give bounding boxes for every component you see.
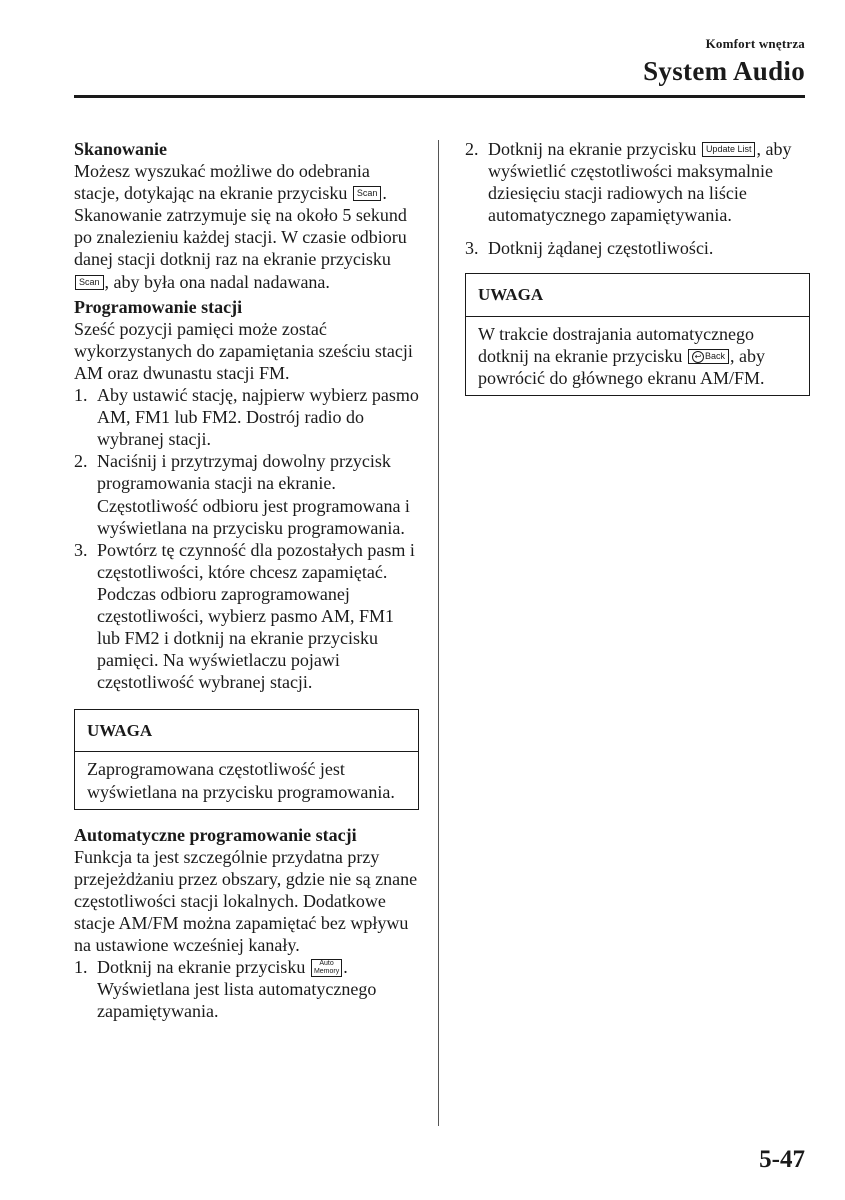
auto-memory-key: Auto Memory bbox=[311, 959, 342, 977]
note-box bbox=[74, 709, 419, 809]
list-item bbox=[465, 138, 810, 226]
note-body bbox=[466, 317, 809, 395]
scan-text-1: Możesz wyszukać możliwe do odebrania stacje, dotykając na ekranie przycisku bbox=[74, 161, 370, 204]
step-number: 3. bbox=[74, 539, 88, 560]
header-rule bbox=[74, 95, 805, 98]
list-item bbox=[74, 384, 419, 450]
note-box bbox=[465, 273, 810, 395]
step-number: 3. bbox=[465, 238, 479, 259]
column-divider bbox=[438, 140, 439, 1126]
auto-steps bbox=[74, 956, 419, 1022]
return-arrow-icon: ↩ bbox=[692, 351, 704, 363]
back-key: ↩ Back bbox=[688, 349, 729, 364]
step-text: Dotknij na ekranie przycisku bbox=[97, 957, 306, 978]
page-number: 5-47 bbox=[759, 1146, 805, 1173]
step-text: , aby wyświetlić częstotliwości maksymalnie dziesięciu stacji radiowych na liście automatycznego zapamiętywania. bbox=[488, 139, 792, 226]
step-text: Naciśnij i przytrzymaj dowolny przycisk programowania stacji na ekranie. Częstotliwość odbioru jest programowana i wyświetlana na przycisku programowania. bbox=[97, 451, 410, 538]
prog-paragraph: Sześć pozycji pamięci może zostać wykorzystanych do zapamiętania sześciu stacji AM oraz dwunastu stacji FM. bbox=[74, 318, 413, 383]
scan-text-2: . Skanowanie zatrzymuje się na około 5 sekund po znalezieniu każdej stacji. W czasie odbioru danej stacji dotknij raz na ekranie przycisku bbox=[74, 183, 407, 270]
update-list-key: Update List bbox=[702, 142, 756, 157]
list-item bbox=[74, 450, 419, 538]
step-number: 2. bbox=[465, 139, 479, 159]
left-column bbox=[74, 138, 419, 1022]
scan-heading: Skanowanie bbox=[74, 139, 168, 159]
note-body: Zaprogramowana częstotliwość jest wyświetlana na przycisku programowania. bbox=[87, 759, 395, 802]
right-column bbox=[465, 138, 810, 396]
scan-text-3: , aby była ona nadal nadawana. bbox=[104, 271, 330, 292]
step-text: Dotknij na ekranie przycisku bbox=[488, 139, 697, 159]
scan-key: Scan bbox=[353, 186, 382, 201]
note-heading: UWAGA bbox=[75, 710, 418, 752]
step-number: 2. bbox=[74, 451, 88, 472]
step-text: Aby ustawić stację, najpierw wybierz pasmo AM, FM1 lub FM2. Dostrój radio do wybranej stacji. bbox=[97, 385, 419, 450]
list-item bbox=[74, 956, 419, 1022]
auto-heading: Automatyczne programowanie stacji bbox=[74, 824, 357, 845]
scan-key: Scan bbox=[75, 275, 104, 290]
scan-paragraph bbox=[74, 160, 419, 293]
note-heading: UWAGA bbox=[466, 274, 809, 316]
prog-heading: Programowanie stacji bbox=[74, 296, 243, 317]
prog-steps bbox=[74, 384, 419, 693]
step-number: 1. bbox=[74, 385, 88, 406]
section-label: Komfort wnętrza bbox=[705, 36, 805, 51]
step-text: . Wyświetlana jest lista automatycznego zapamiętywania. bbox=[97, 957, 377, 1022]
auto-steps-continued bbox=[465, 138, 810, 259]
step-number: 1. bbox=[74, 957, 88, 978]
step-text: Powtórz tę czynność dla pozostałych pasm i częstotliwości, które chcesz zapamiętać. Podczas odbioru zaprogramowanej częstotliwości, wybierz pasmo AM, FM1 lub FM2 i dotknij na ekranie przycisku pamięci. Na wyświetlaczu pojawi częstotliwość wybranej stacji. bbox=[97, 539, 415, 693]
step-text: Dotknij żądanej częstotliwości. bbox=[488, 238, 714, 259]
list-item bbox=[465, 237, 810, 259]
note-text: W trakcie dostrajania automatycznego dotknij na ekranie przycisku bbox=[478, 323, 755, 366]
note-text: , aby powrócić do głównego ekranu AM/FM. bbox=[478, 345, 765, 388]
list-item bbox=[74, 539, 419, 694]
page-title: System Audio bbox=[643, 56, 805, 86]
auto-paragraph: Funkcja ta jest szczególnie przydatna przy przejeżdżaniu przez obszary, gdzie nie są znane częstotliwości stacji lokalnych. Dodatkowe stacje AM/FM można zapamiętać bez wpływu na ustawione wcześniej kanały. bbox=[74, 846, 418, 956]
